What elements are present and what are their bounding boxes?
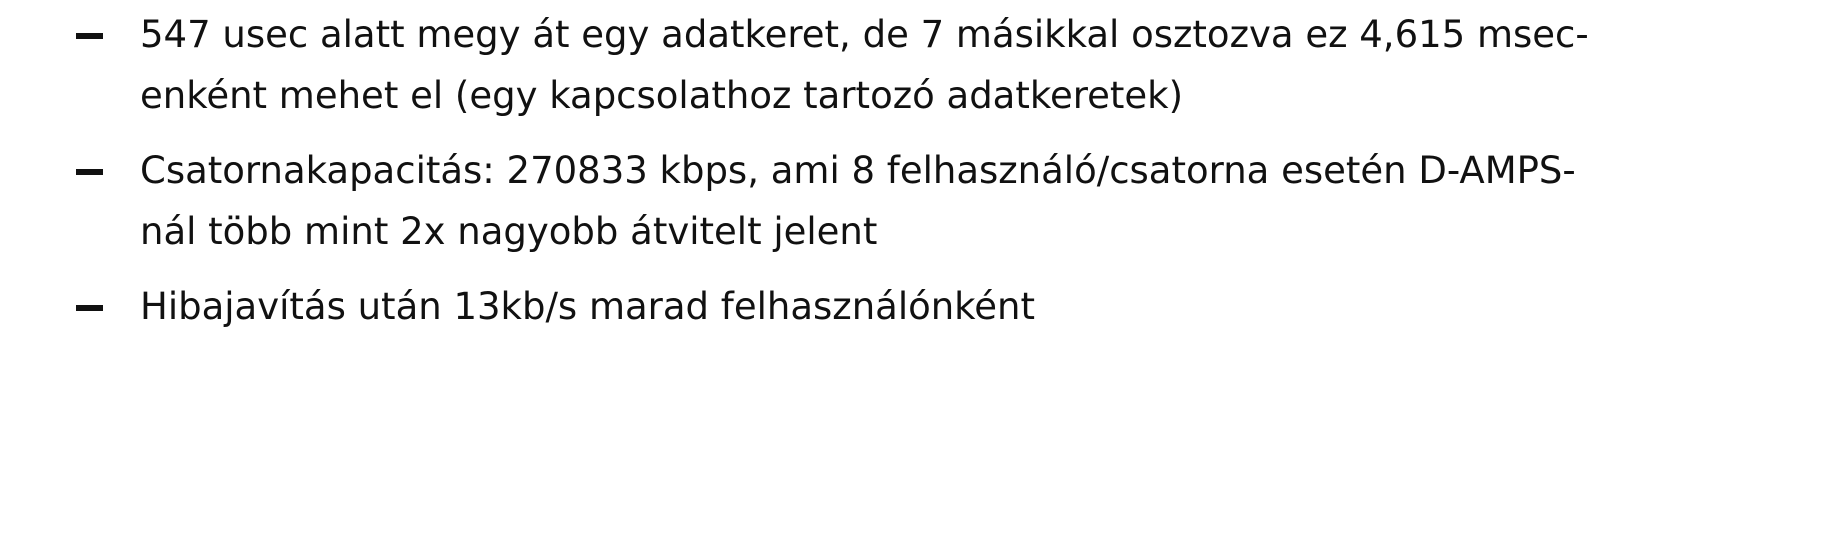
bullet-item-error-correction (76, 276, 1776, 337)
bullet-item-channel-capacity (76, 140, 1776, 262)
dash-bullet-icon (76, 169, 103, 175)
bullet-text-line: Hibajavítás után 13kb/s marad felhasználónként (140, 285, 1036, 328)
bullet-text-line: nál több mint 2x nagyobb átvitelt jelent (140, 210, 878, 253)
bullet-text-line: enként mehet el (egy kapcsolathoz tartozó adatkeretek) (140, 74, 1184, 117)
bullet-text-line: Csatornakapacitás: 270833 kbps, ami 8 felhasználó/csatorna esetén D-AMPS- (140, 149, 1576, 192)
dash-bullet-icon (76, 33, 103, 39)
bullet-list (76, 4, 1776, 351)
dash-bullet-icon (76, 305, 103, 311)
bullet-item-frame-timing (76, 4, 1776, 126)
bullet-text-line: 547 usec alatt megy át egy adatkeret, de 7 másikkal osztozva ez 4,615 msec- (140, 13, 1589, 56)
